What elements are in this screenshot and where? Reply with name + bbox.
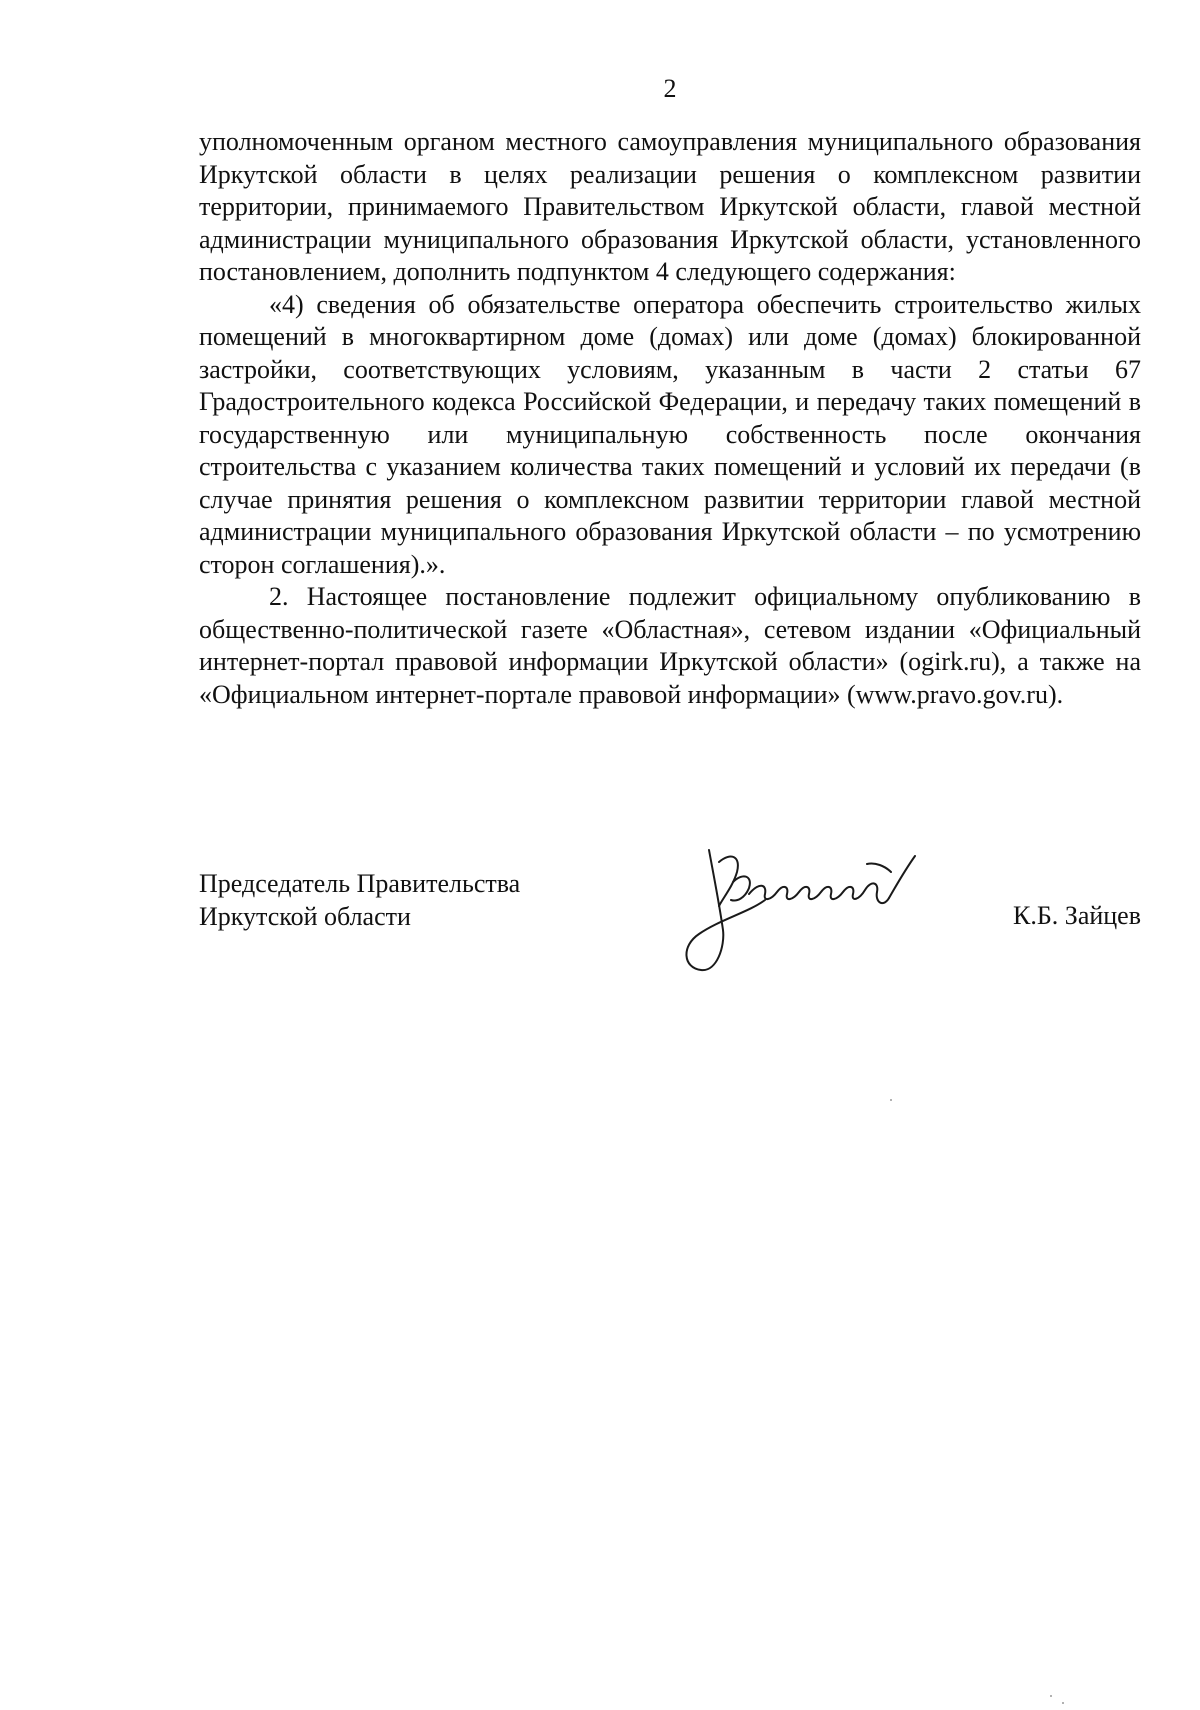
document-body	[199, 126, 1141, 711]
page-number: 2	[663, 74, 677, 103]
scan-speck	[1062, 1702, 1064, 1704]
signatory-name: К.Б. Зайцев	[1013, 901, 1141, 930]
signatory-title	[199, 868, 619, 933]
paragraph-publication: 2. Настоящее постановление подлежит официальному опубликованию в общественно-политической газете «Областная», сетевом издании «Официальный интернет-портал правовой информации Иркутской области» (ogirk.ru), а также на «Официальном интернет-портале правовой информации» (www.pravo.gov.ru).	[199, 582, 1141, 709]
signature-block	[199, 868, 1141, 978]
signatory-title-line-1: Председатель Правительства	[199, 869, 521, 898]
handwritten-signature	[679, 842, 939, 982]
paragraph-continuation: уполномоченным органом местного самоуправления муниципального образования Иркутской области в целях реализации решения о комплексном развитии территории, принимаемого Правительством Иркутской области, главой местной администрации муниципального образования Иркутской области, установленного постановлением, дополнить подпунктом 4 следующего содержания:	[199, 127, 1141, 286]
scan-speck	[890, 1099, 892, 1101]
signatory-title-line-2: Иркутской области	[199, 901, 411, 931]
paragraph-subclause-4: «4) сведения об обязательстве оператора обеспечить строительство жилых помещений в многоквартирном доме (домах) или доме (домах) блокированной застройки, соответствующих условиям, указанным в части 2 статьи 67 Градостроительного кодекса Российской Федерации, и передачу таких помещений в государственную или муниципальную собственность после окончания строительства с указанием количества таких помещений и условий их передачи (в случае принятия решения о комплексном развитии территории главой местной администрации муниципального образования Иркутской области – по усмотрению сторон соглашения).».	[199, 289, 1141, 579]
scan-speck	[1050, 1695, 1052, 1697]
